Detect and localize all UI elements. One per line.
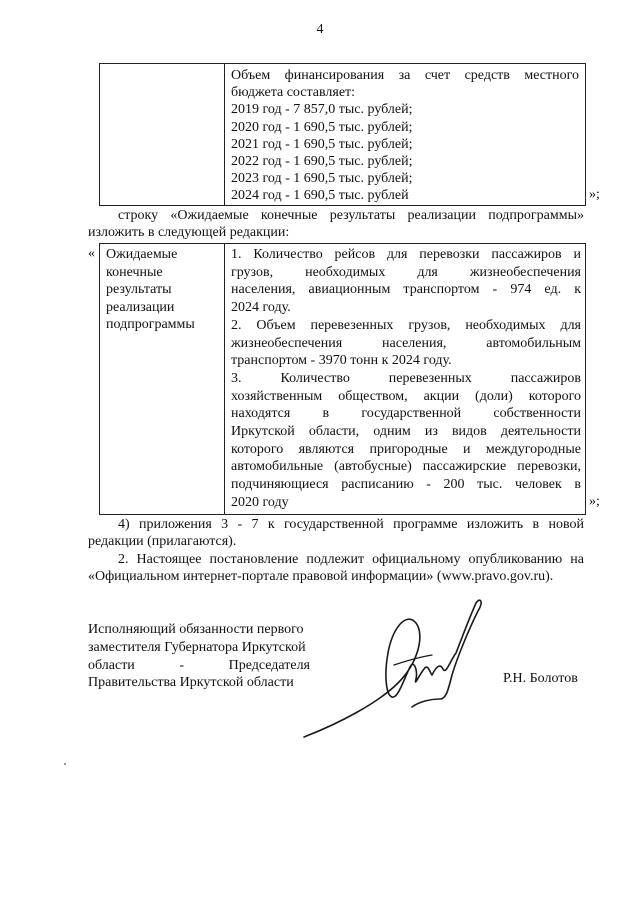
financing-line: 2022 год - 1 690,5 тыс. рублей; [231, 154, 413, 170]
item2-line: 2. Настоящее постановление подлежит официальному опубликованию на [118, 552, 584, 567]
item4-line: редакции (прилагаются). [88, 534, 237, 549]
intro-line: строку «Ожидаемые конечные результаты реализации подпрограммы» [118, 208, 584, 223]
signatory-title-line: Исполняющий обязанности первого [88, 622, 304, 637]
content-line: хозяйственным обществом, акции (доли) которого [231, 388, 581, 404]
handwritten-signature [300, 595, 490, 745]
financing-cell [231, 67, 579, 205]
content-line: которого являются пригородные и междугородные [231, 441, 581, 457]
signatory-title-line: области - Председателя [88, 657, 310, 673]
financing-line: 2023 год - 1 690,5 тыс. рублей; [231, 171, 413, 187]
signatory-title-line: Правительства Иркутской области [88, 675, 294, 691]
label-line: результаты [106, 282, 172, 297]
signatory-name: Р.Н. Болотов [503, 671, 578, 686]
item4-line: 4) приложения 3 - 7 к государственной программе изложить в новой [118, 517, 584, 532]
content-line: 1. Количество рейсов для перевозки пассажиров и [231, 247, 581, 262]
content-line: населения, авиационным транспортом - 974 ед. к [231, 282, 581, 298]
financing-line: бюджета составляет: [231, 85, 356, 101]
table-column-divider [224, 244, 225, 514]
label-line: реализации [106, 299, 175, 315]
content-line: 2. Объем перевезенных грузов, необходимых для [231, 317, 581, 333]
content-line: Иркутской области, одним из видов деятельности [231, 424, 581, 440]
table-column-divider [224, 64, 225, 205]
page-number: 4 [316, 22, 324, 37]
financing-table [99, 63, 586, 206]
financing-line: 2019 год - 7 857,0 тыс. рублей; [231, 102, 413, 118]
intro-line: изложить в следующей редакции: [88, 225, 290, 240]
opening-quote: « [88, 246, 95, 261]
financing-line: 2020 год - 1 690,5 тыс. рублей; [231, 119, 413, 135]
label-line: Ожидаемые [106, 247, 178, 262]
financing-line: Объем финансирования за счет средств местного [231, 68, 579, 83]
content-line: автомобильные (автобусные) пассажирские перевозки, [231, 459, 581, 475]
results-content-cell [231, 246, 581, 512]
content-line: 2024 году. [231, 300, 291, 316]
results-table [99, 243, 586, 515]
content-line: находятся в государственной собственности [231, 406, 581, 422]
content-line: 2020 году [231, 494, 289, 510]
signatory-title-line: заместителя Губернатора Иркутской [88, 639, 306, 655]
label-line: конечные [106, 264, 163, 280]
content-line: подчиняющиеся расписанию - 200 тыс. человек в [231, 477, 581, 493]
financing-line: 2024 год - 1 690,5 тыс. рублей [231, 188, 409, 204]
closing-quote: »; [589, 494, 600, 509]
content-line: грузов, необходимых для жизнеобеспечения [231, 264, 581, 280]
content-line: 3. Количество перевезенных пассажиров [231, 370, 581, 386]
scan-speck [64, 763, 66, 765]
closing-quote: »; [589, 187, 600, 202]
results-label-cell [106, 246, 218, 334]
label-line: подпрограммы [106, 317, 195, 332]
financing-line: 2021 год - 1 690,5 тыс. рублей; [231, 136, 413, 152]
content-line: жизнеобеспечения населения, автомобильным [231, 335, 581, 351]
signatory-title [88, 621, 318, 692]
content-line: транспортом - 3970 тонн к 2024 году. [231, 353, 452, 369]
item2-line: «Официальном интернет-портале правовой информации» (www.pravo.gov.ru). [88, 569, 554, 584]
